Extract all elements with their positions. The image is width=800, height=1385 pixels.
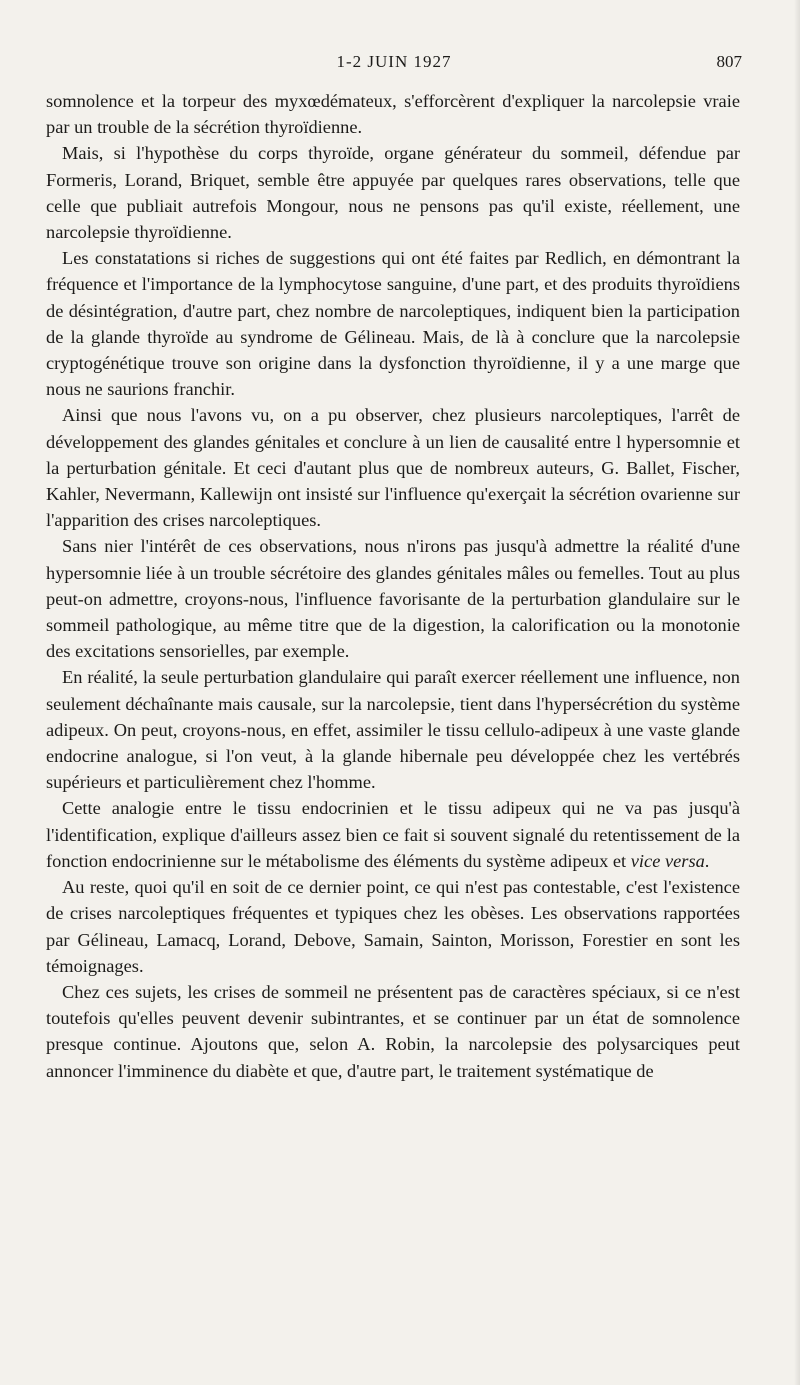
running-title: 1-2 JUIN 1927 [336,52,452,71]
paragraph-7: Cette analogie entre le tissu endocrinien et le tissu adipeux qui ne va pas jusqu'à l'identification, explique d'ailleurs assez bien ce fait si souvent signalé du retentissement de la fonction endocrinienne sur le métabolisme des éléments du système adipeux et vice versa. [46,798,740,871]
paragraph-5: Sans nier l'intérêt de ces observations, nous n'irons pas jusqu'à admettre la réalité d'une hypersomnie liée à un trouble sécrétoire des glandes génitales mâles ou femelles. Tout au plus peut-on admettre, croyons-nous, l'influence favorisante de la perturbation glandulaire sur le sommeil pathologique, au même titre que de la digestion, la calorification ou la monotonie des excitations sensorielles, par exemple. [46,536,740,662]
page-header [46,52,742,78]
paragraph-1: somnolence et la torpeur des myxœdémateux, s'efforcèrent d'expliquer la narcolepsie vraie par un trouble de la sécrétion thyroïdienne. [46,91,740,138]
paragraph-4: Ainsi que nous l'avons vu, on a pu observer, chez plusieurs narcoleptiques, l'arrêt de développement des glandes génitales et conclure à un lien de causalité entre l hypersomnie et la perturbation génitale. Et ceci d'autant plus que de nombreux auteurs, G. Ballet, Fischer, Kahler, Nevermann, Kallewijn ont insisté sur l'influence qu'exerçait la sécrétion ovarienne sur l'apparition des crises narcoleptiques. [46,405,740,531]
paragraph-9: Chez ces sujets, les crises de sommeil ne présentent pas de caractères spéciaux, si ce n'est toutefois qu'elles peuvent devenir subintrantes, et se continuer par un état de somnolence presque continue. Ajoutons que, selon A. Robin, la narcolepsie des polysarciques peut annoncer l'imminence du diabète et que, d'autre part, le traitement systématique de [46,981,740,1081]
body-text [46,88,740,1084]
page-edge-shadow [794,0,800,1385]
page-number: 807 [716,52,742,71]
paragraph-8: Au reste, quoi qu'il en soit de ce dernier point, ce qui n'est pas contestable, c'est l'existence de crises narcoleptiques fréquentes et typiques chez les obèses. Les observations rapportées par Gélineau, Lamacq, Lorand, Debove, Samain, Sainton, Morisson, Forestier en sont les témoignages. [46,877,740,976]
paragraph-2: Mais, si l'hypothèse du corps thyroïde, organe générateur du sommeil, défendue par Formeris, Lorand, Briquet, semble être appuyée par quelques rares observations, telle que celle que publiait autrefois Mongour, nous ne pensons pas qu'il existe, réellement, une narcolepsie thyroïdienne. [46,143,740,243]
paragraph-6: En réalité, la seule perturbation glandulaire qui paraît exercer réellement une influence, non seulement déchaînante mais causale, sur la narcolepsie, tient dans l'hypersécrétion du système adipeux. On peut, croyons-nous, en effet, assimiler le tissu cellulo-adipeux à une vaste glande endocrine analogue, si l'on veut, à la glande hibernale peu développée chez les vertébrés supérieurs et particulièrement chez l'homme. [46,667,740,793]
paragraph-3: Les constatations si riches de suggestions qui ont été faites par Redlich, en démontrant la fréquence et l'importance de la lymphocytose sanguine, d'une part, et des produits thyroïdiens de désintégration, d'autre part, chez nombre de narcoleptiques, indiquent bien la participation de la glande thyroïde au syndrome de Gélineau. Mais, de là à conclure que la narcolepsie cryptogénétique trouve son origine dans la dysfonction thyroïdienne, il y a une marge que nous ne saurions franchir. [46,248,740,400]
